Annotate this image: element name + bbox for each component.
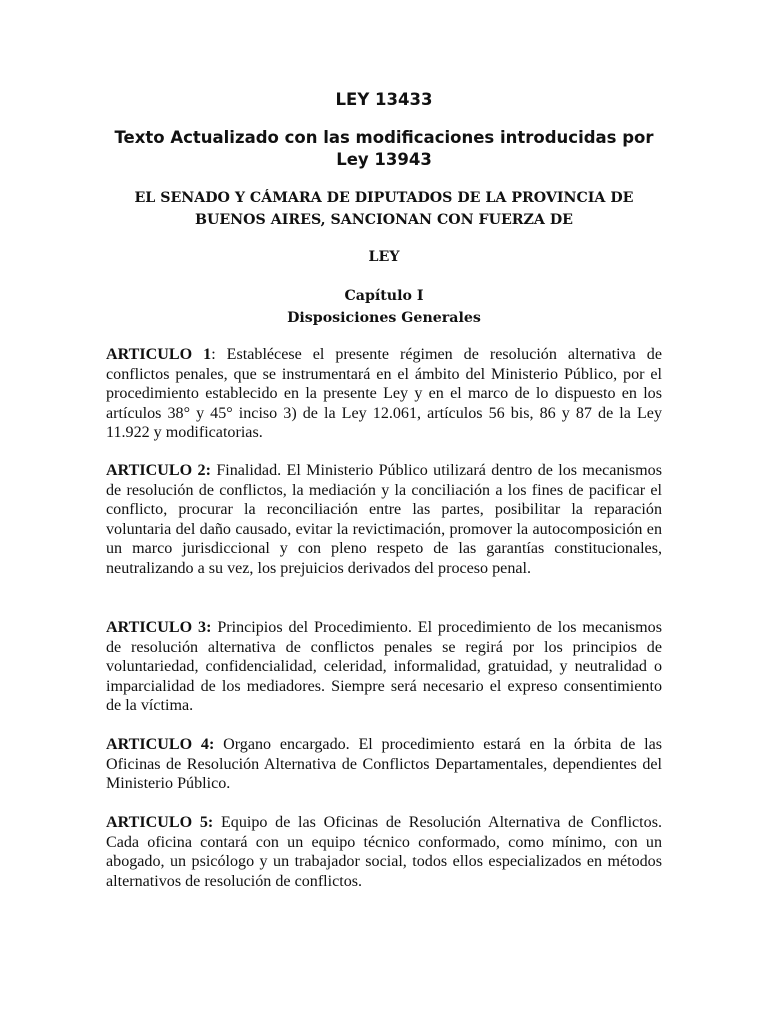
article-4	[106, 735, 662, 794]
article-3-text: Principios del Procedimiento. El procedimiento de los mecanismos de resolución alternativa de conflictos penales se regirá por los principios de voluntariedad, confidencialidad, celeridad, informalidad, gratuidad, y neutralidad o imparcialidad de los mediadores. Siempre será necesario el expreso consentimiento de la víctima.	[106, 619, 662, 715]
article-5-text: Equipo de las Oficinas de Resolución Alternativa de Conflictos. Cada oficina contará con un equipo técnico conformado, como mínimo, con un abogado, un psicólogo y un trabajador social, todos ellos especializados en métodos alternativos de resolución de conflictos.	[106, 814, 662, 890]
article-4-label: ARTICULO 4:	[106, 736, 215, 753]
article-1-text: : Establécese el presente régimen de resolución alternativa de conflictos penales, que se instrumentará en el ámbito del Ministerio Público, por el procedimiento establecido en la presente Ley y en el marco de lo dispuesto en los artículos 38° y 45° inciso 3) de la Ley 12.061, artículos 56 bis, 86 y 87 de la Ley 11.922 y modificatorias.	[106, 346, 662, 442]
article-3-label: ARTICULO 3:	[106, 619, 212, 636]
article-1	[106, 345, 662, 443]
law-title: LEY 13433	[335, 90, 433, 109]
subtitle-text: Texto Actualizado con las modificaciones introducidas por Ley 13943	[114, 128, 654, 169]
ley-heading: LEY	[368, 249, 400, 265]
enactment-clause	[119, 187, 649, 231]
article-4-text: Organo encargado. El procedimiento estará en la órbita de las Oficinas de Resolución Alternativa de Conflictos Departamentales, dependientes del Ministerio Público.	[106, 736, 662, 793]
article-2-label: ARTICULO 2:	[106, 462, 211, 479]
enactment-text: EL SENADO Y CÁMARA DE DIPUTADOS DE LA PROVINCIA DE BUENOS AIRES, SANCIONAN CON FUERZA DE	[134, 190, 634, 228]
chapter-number: Capítulo I	[344, 288, 424, 304]
article-2	[106, 461, 662, 579]
chapter-title: Disposiciones Generales	[287, 310, 481, 326]
article-5	[106, 813, 662, 891]
article-2-text: Finalidad. El Ministerio Público utilizará dentro de los mecanismos de resolución de conflictos, la mediación y la conciliación a los fines de pacificar el conflicto, procurar la reconciliación entre las partes, posibilitar la reparación voluntaria del daño causado, evitar la revictimación, promover la autocomposición en un marco jurisdiccional y con pleno respeto de las garantías constitucionales, neutralizando a su vez, los prejuicios derivados del proceso penal.	[106, 462, 662, 577]
article-1-label: ARTICULO 1	[106, 346, 212, 363]
article-3	[106, 618, 662, 716]
chapter-heading	[0, 285, 768, 329]
article-5-label: ARTICULO 5:	[106, 814, 214, 831]
document-subtitle	[104, 127, 664, 171]
